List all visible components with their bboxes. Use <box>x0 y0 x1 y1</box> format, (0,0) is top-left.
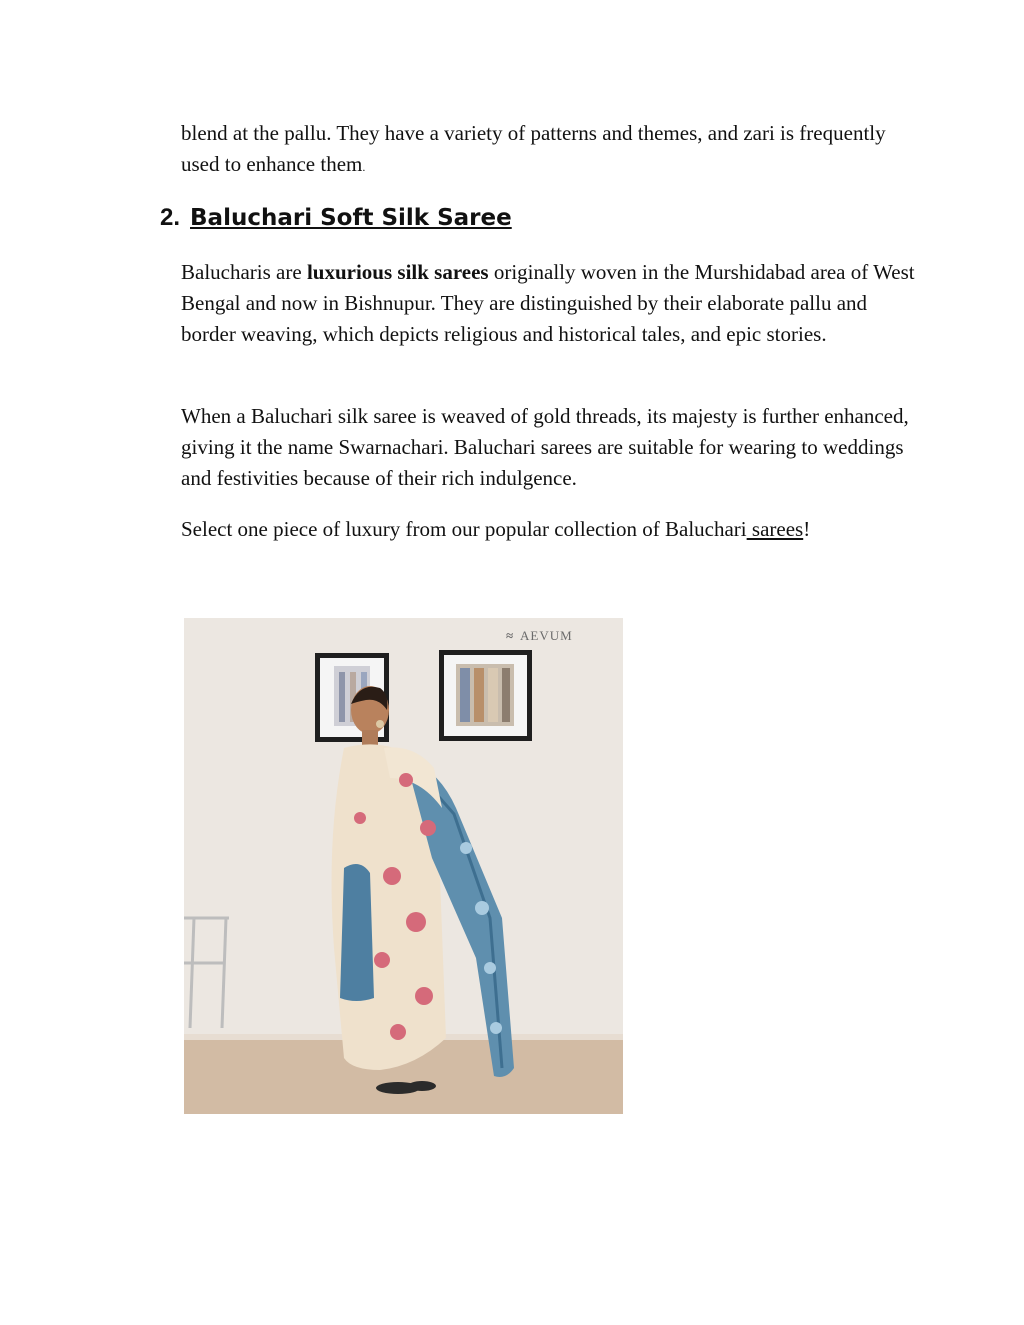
paragraph1-after: originally woven in the Murshidabad area of West Bengal and now in Bishnupur. They are distinguished by their elaborate pallu and border weaving, which depicts religious and historical tales, and epic stories. <box>181 260 915 346</box>
intro-trailing-period: . <box>362 160 366 174</box>
paragraph2-text: When a Baluchari silk saree is weaved of gold threads, its majesty is further enhanced, giving it the name Swarnachari. Baluchari sarees are suitable for wearing to weddings and festivities because of their rich indulgence. <box>181 404 909 490</box>
wall-frame-right <box>439 650 532 741</box>
aevum-brand-text: AEVUM <box>520 628 573 643</box>
paragraph-swarnachari <box>181 401 921 494</box>
svg-text:≈: ≈ <box>506 628 515 643</box>
paragraph1-before: Balucharis are <box>181 260 307 284</box>
paragraph3-after: ! <box>803 517 811 541</box>
paragraph-balucharis <box>181 257 921 350</box>
section-number: 2. <box>160 204 181 231</box>
saree-photo <box>184 618 623 1114</box>
intro-text: blend at the pallu. They have a variety of patterns and themes, and zari is frequently used to enhance them <box>181 121 886 176</box>
paragraph3-before: Select one piece of luxury from our popular collection of Baluchari <box>181 517 747 541</box>
paragraph-select <box>181 514 921 545</box>
intro-paragraph <box>181 118 921 183</box>
section-heading <box>160 201 512 235</box>
section-title: Baluchari Soft Silk Saree <box>190 205 512 231</box>
sarees-link[interactable]: sarees <box>746 517 804 541</box>
paragraph1-bold-phrase: luxurious silk sarees <box>306 260 489 284</box>
